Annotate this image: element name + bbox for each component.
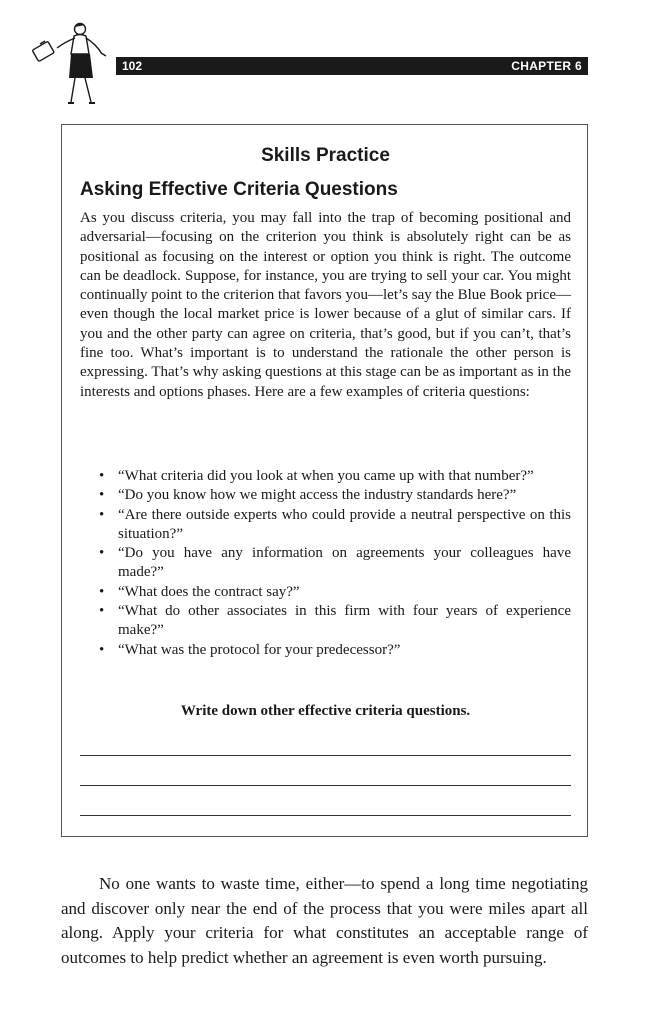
- answer-line[interactable]: [80, 815, 571, 816]
- list-item: [98, 602, 571, 641]
- list-item-text: “Do you know how we might access the industry standards here?”: [118, 487, 517, 504]
- chapter-label: CHAPTER 6: [511, 59, 582, 73]
- bullet-icon: •: [99, 468, 105, 484]
- criteria-questions-list: [98, 467, 571, 660]
- list-item-text: “What criteria did you look at when you came up with that number?”: [118, 468, 534, 484]
- answer-line[interactable]: [80, 785, 571, 786]
- list-item: [98, 506, 571, 545]
- bullet-icon: •: [99, 506, 105, 523]
- list-item-text: “What was the protocol for your predecessor?”: [118, 641, 401, 658]
- list-item: [98, 486, 571, 505]
- answer-line[interactable]: [80, 755, 571, 756]
- skills-practice-box: [61, 124, 588, 837]
- list-item: [98, 467, 571, 486]
- list-item-text: “What do other associates in this firm with four years of experience make?”: [118, 603, 571, 639]
- body-paragraph: No one wants to waste time, either—to spend a long time negotiating and discover only near the end of the process that you were miles apart all along. Apply your criteria for what constitutes an acceptable range of outcomes to help predict whether an agreement is even worth pursuing.: [61, 874, 588, 967]
- bullet-icon: •: [99, 603, 105, 620]
- bullet-icon: •: [99, 583, 105, 600]
- businesswoman-with-briefcase-icon: [22, 18, 112, 108]
- bullet-icon: •: [99, 545, 105, 562]
- list-item-text: “Are there outside experts who could provide a neutral perspective on this situation?”: [118, 506, 571, 542]
- box-title: Skills Practice: [261, 145, 390, 166]
- list-item: [98, 544, 571, 583]
- list-item-text: “Do you have any information on agreements your colleagues have made?”: [118, 545, 571, 581]
- box-subtitle: Asking Effective Criteria Questions: [80, 179, 398, 200]
- list-item-text: “What does the contract say?”: [118, 583, 300, 600]
- running-header: [116, 57, 588, 75]
- list-item: [98, 641, 571, 660]
- page-number: 102: [122, 59, 143, 73]
- bullet-icon: •: [99, 641, 105, 658]
- exercise-prompt: Write down other effective criteria questions.: [180, 703, 471, 719]
- box-paragraph: As you discuss criteria, you may fall into the trap of becoming positional and adversarial—focusing on the criterion you think is absolutely right can be as positional as focusing on the interest or option you think is right. The outcome can be deadlock. Suppose, for instance, you are trying to sell your car. You might continually point to the criterion that favors you—let’s say the Blue Book price—even though the local market price is lower because of a glut of similar cars. If you and the other party can agree on criteria, that’s good, but if you can’t, that’s fine too. What’s important is to understand the rationale the other person is expressing. That’s why asking questions at this stage can be as important as in the interests and options phases. Here are a few examples of criteria questions:: [80, 210, 571, 400]
- list-item: [98, 583, 571, 602]
- bullet-icon: •: [99, 487, 105, 504]
